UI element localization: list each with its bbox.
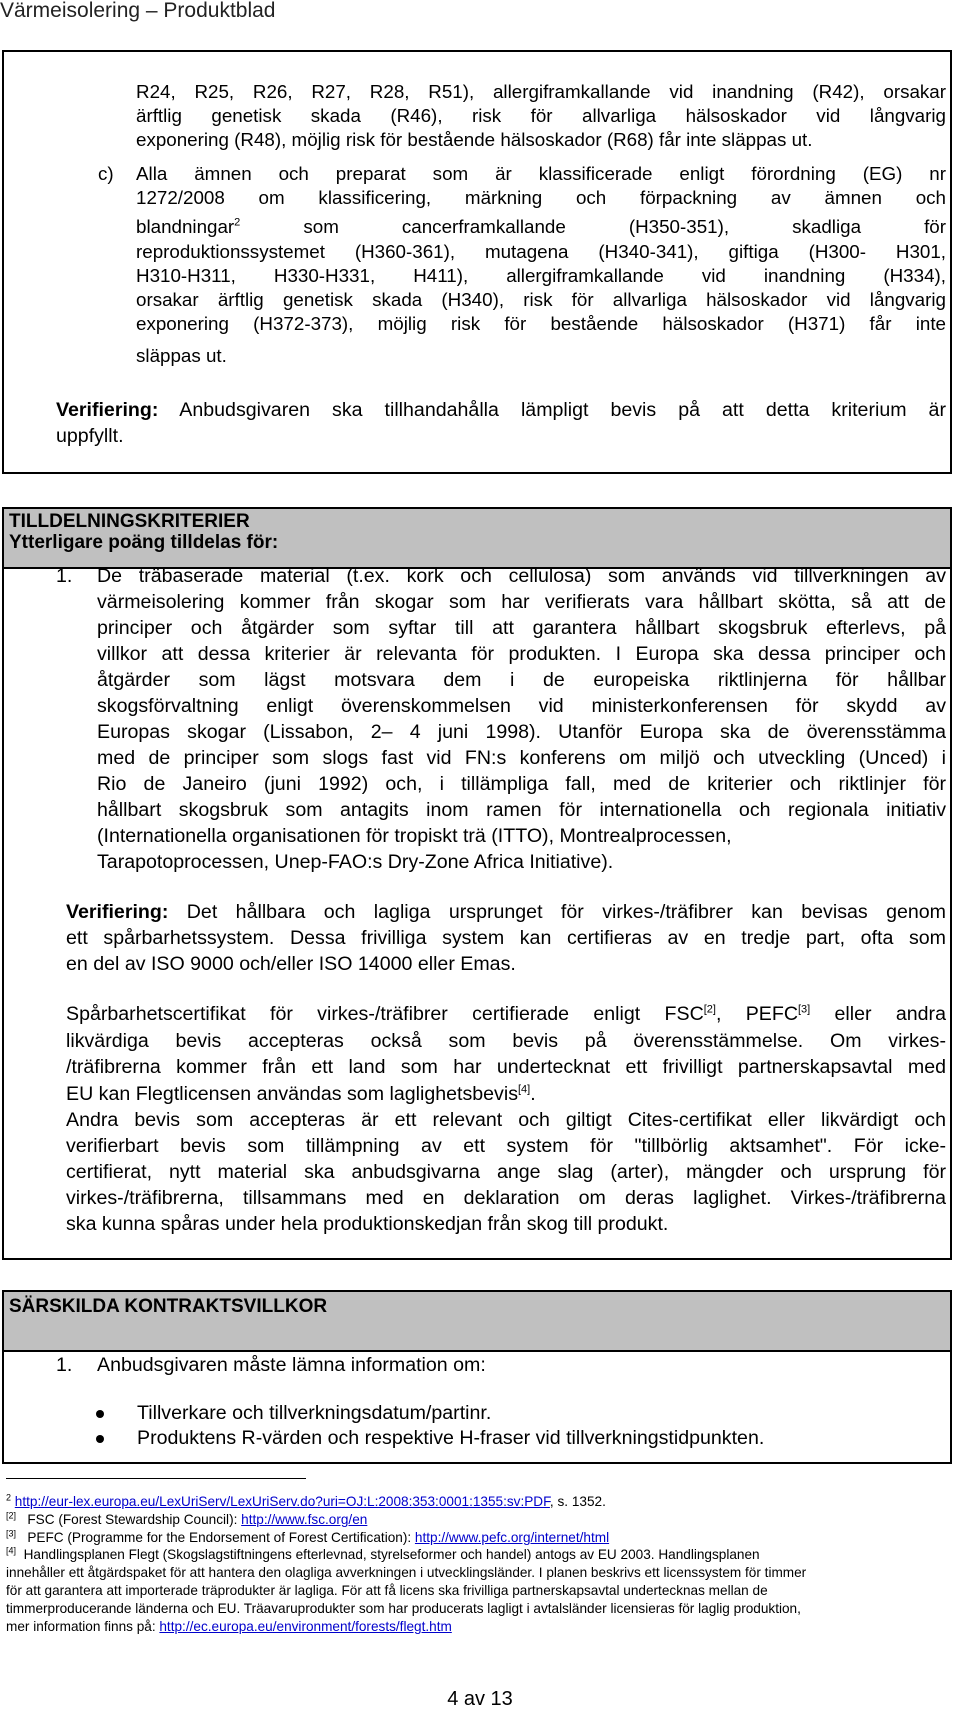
footnote-ref: [3] [797,1003,811,1016]
paragraph-line: skogsförvaltning enligt överenskommelsen vid ministerkonferensen för skydd av [97,695,946,717]
paragraph-line: Anbudsgivaren måste lämna information om: [97,1354,486,1376]
paragraph-line: Spårbarhetscertifikat för virkes-/träfibrer certifierade enligt FSC[2], PEFC[3] eller andra [66,1003,946,1025]
paragraph-line: principer och åtgärder som syftar till att garantera hållbart skogsbruk efterlevs, på [97,617,946,639]
section-heading: TILLDELNINGSKRITERIER [9,511,250,532]
list-marker-1: 1. [56,565,73,587]
paragraph-line: ärftlig genetisk skada (R46), risk för allvarliga hälsoskador vid långvarig [136,105,946,126]
list-marker-1: 1. [56,1354,73,1376]
paragraph-line: blandningar$^2$ som cancerframkallande (H350-351), skadliga för [136,216,946,237]
footnote-link[interactable]: http://ec.europa.eu/environment/forests/flegt.htm [159,1619,452,1634]
section-heading: SÄRSKILDA KONTRAKTSVILLKOR [9,1296,328,1317]
footnote-line: mer information finns på: http://ec.europa.eu/environment/forests/flegt.htm [6,1619,452,1634]
paragraph-line: värmeisolering kommer från skogar som har verifierats vara hållbart skötta, så att de [97,591,946,613]
bullet-icon [96,1435,104,1443]
footnote-ref: [4] [518,1083,531,1096]
footnote-link[interactable]: http://www.pefc.org/internet/html [414,1530,610,1545]
paragraph-line: ska kunna spåras under hela produktionskedjan från skog till produkt. [66,1213,669,1235]
paragraph-line: EU kan Flegtlicensen användas som laglighetsbevis[4]. [66,1083,536,1105]
footnote-fsc: [2] FSC (Forest Stewardship Council): http://www.fsc.org/en [6,1510,368,1527]
bullet-icon [96,1410,104,1418]
paragraph-line: (Internationella organisationen för tropiskt trä (ITTO), Montrealprocessen, [97,825,732,847]
paragraph-line: reproduktionssystemet (H360-361), mutagena (H340-341), giftiga (H300- H301, [136,241,946,262]
paragraph-line: exponering (R48), möjlig risk för bestående hälsoskador (R68) får inte släppas ut. [136,129,813,150]
paragraph-line: De träbaserade material (t.ex. kork och cellulosa) som används vid tillverkningen av [97,565,946,587]
verification-label: Verifiering: [66,901,169,923]
footnote-ref: 2 [234,216,241,229]
section-subheading: Ytterligare poäng tilldelas för: [9,532,279,553]
footnote-separator [6,1478,306,1479]
paragraph-line: med de principer som slogs fast vid FN:s konferens om miljö och utveckling (Unced) i [97,747,946,769]
verification-line: uppfyllt. [56,425,124,447]
paragraph-line: Andra bevis som accepteras är ett relevant och giltigt Cites-certifikat eller likvärdigt och [66,1109,946,1131]
paragraph-line: certifierat, nytt material ska anbudsgivarna ange slag (arter), mängder och ursprung för [66,1161,946,1183]
verification-line: Verifiering: Anbudsgivaren ska tillhandahålla lämpligt bevis på att detta kriterium är [56,399,946,421]
paragraph-line: Tarapotoprocessen, Unep-FAO:s Dry-Zone Africa Initiative). [97,851,614,873]
paragraph-line: H310-H311, H330-H331, H411), allergiframkallande vid inandning (H334), [136,265,946,286]
paragraph-line: Alla ämnen och preparat som är klassificerade enligt förordning (EG) nr [136,163,946,184]
list-marker-c: c) [98,163,114,184]
paragraph-line: verifierbart bevis som tillämpning av ett system för "tillbörlig aktsamhet". För icke- [66,1135,946,1157]
paragraph-line: R24, R25, R26, R27, R28, R51), allergiframkallande vid inandning (R42), orsakar [136,81,946,102]
footnote-ref: [2] [703,1003,716,1016]
verification-label: Verifiering: [56,399,159,421]
list-item: Tillverkare och tillverkningsdatum/partinr. [137,1402,492,1424]
footnote-flegt: [4] Handlingsplanen Flegt (Skogslagstiftningens efterlevnad, styrelseformer och handel) antogs av EU 2003. Handlingsplanen [6,1545,760,1562]
running-header: Värmeisolering – Produktblad [0,0,276,22]
paragraph-line: åtgärder som lägst motsvara dem i de europeiska riktlinjerna för hållbar [97,669,946,691]
paragraph-line: Europas skogar (Lissabon, 2– 4 juni 1998). Utanför Europa ska de överensstämma [97,721,946,743]
footnote-line: innehåller ett åtgärdspaket för att hantera den olagliga avverkningen i utvecklingsländer. I planen beskrivs ett licenssystem för timmer [6,1565,807,1580]
list-item: Produktens R-värden och respektive H-fraser vid tillverkningstidpunkten. [137,1427,765,1449]
paragraph-line: /träfibrerna kommer från ett land som har undertecknat ett frivilligt partnerskapsavtal med [66,1056,946,1078]
paragraph-line: likvärdiga bevis accepteras också som bevis på överensstämmelse. Om virkes- [66,1030,946,1052]
paragraph-line: exponering (H372-373), möjlig risk för bestående hälsoskador (H371) får inte [136,313,946,334]
verification-line: ett spårbarhetssystem. Dessa frivilliga system kan certifieras av en tredje part, ofta som [66,927,946,949]
footnote-link[interactable]: http://eur-lex.europa.eu/LexUriServ/LexUriServ.do?uri=OJ:L:2008:353:0001:1355:sv:PDF [14,1494,550,1509]
footnote-pefc: [3] PEFC (Programme for the Endorsement of Forest Certification): http://www.pefc.org/internet/html [6,1528,610,1545]
paragraph-line: släppas ut. [136,345,227,366]
paragraph-line: orsakar ärftlig genetisk skada (H340), risk för allvarliga hälsoskador vid långvarig [136,289,946,310]
paragraph-line: 1272/2008 om klassificering, märkning och förpackning av ämnen och [136,187,946,208]
footnote-link[interactable]: http://www.fsc.org/en [241,1512,368,1527]
footnote-line: för att garantera att importerade träprodukter är lagliga. För att få licens ska frivilliga partnerskapsavtal undertecknas mellan de [6,1583,768,1598]
page-number: 4 av 13 [447,1688,513,1710]
verification-line: Verifiering: Det hållbara och lagliga ursprunget för virkes-/träfibrer kan bevisas genom [66,901,947,923]
paragraph-line: Rio de Janeiro (juni 1992) och, i tillämpliga fall, med de kriterier och riktlinjer för [97,773,946,795]
footnote-line: timmerproducerande länderna och EU. Träavaruprodukter som har producerats lagligt i avtalsländer licensieras för laglig produktion, [6,1601,801,1616]
paragraph-line: virkes-/träfibrerna, tillsammans med en deklaration om deras laglighet. Virkes-/träfibrerna [66,1187,946,1209]
paragraph-line: villkor att dessa kriterier är relevanta för produkten. I Europa ska dessa principer och [97,643,946,665]
verification-line: en del av ISO 9000 och/eller ISO 14000 eller Emas. [66,953,516,975]
paragraph-line: hållbart skogsbruk som antagits inom ramen för internationella och regionala initiativ [97,799,946,821]
footnote-2: $^2$ http://eur-lex.europa.eu/LexUriServ/LexUriServ.do?uri=OJ:L:2008:353:0001:1355:sv:PDF, s. 1352. [6,1492,606,1509]
